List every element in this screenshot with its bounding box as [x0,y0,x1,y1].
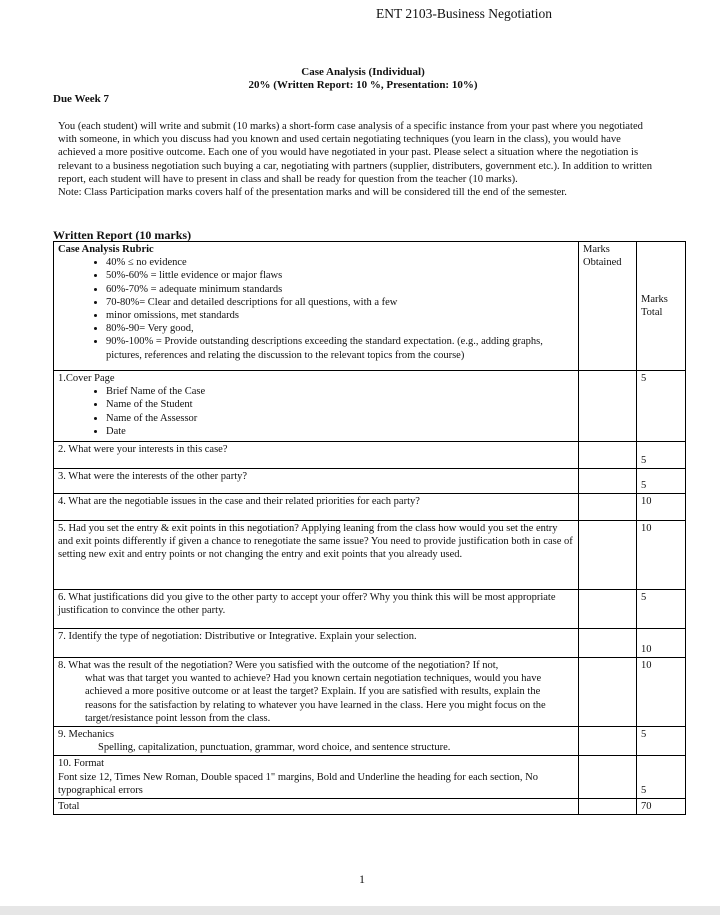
criterion-question: 8. What was the result of the negotiation? Were you satisfied with the outcome of the negotiation? If not, [58,660,499,671]
page-number: 1 [359,872,365,886]
criterion-label: 10. Format [58,758,105,770]
list-item: • 50%-60% = little evidence or major flaws [106,269,574,282]
marks-total-cell: 10 [637,521,686,590]
title-line-2: 20% (Written Report: 10 %, Presentation: 10%) [248,79,478,91]
marks-obtained-cell [579,727,637,756]
marks-obtained-cell [579,521,637,590]
criterion-detail: Spelling, capitalization, punctuation, grammar, word choice, and sentence structure. [98,742,451,754]
marks-obtained-cell [579,590,637,629]
rubric-heading: Case Analysis Rubric [58,244,154,255]
total-marks: 70 [637,799,686,815]
due-date: Due Week 7 [53,93,110,105]
rubric-cell [54,242,579,371]
table-row [54,756,686,799]
criterion-question-cont: what was that target you wanted to achieve? Had you known certain negotiation techniques, would you have achieved a more positive outcome or at least the target? Explain. If you are satisfied with results, explain the reasons for the satisfaction by relating to whatever you have learned in the class. Here you might focus on the target/resistance point lesson from the class. [85,673,546,724]
criterion-cell: 5. Had you set the entry & exit points in this negotiation? Applying leaning from the class how would you set the entry and exit points differently if given a chance to renegotiate the same issue? You need to provide justification both in case of setting new exit and entry points or not changing the entry and exit points that you already used. [54,521,579,590]
marks-total-cell: 5 [637,371,686,442]
marks-obtained-cell [579,756,637,799]
criterion-cell: 6. What justifications did you give to the other party to accept your offer? Why you think this will be most appropriate justification to convince the other party. [54,590,579,629]
table-row [54,658,686,727]
criterion-cell [54,756,579,799]
list-item: • Name of the Student [106,398,574,411]
list-item: • 80%-90= Very good, [106,322,574,335]
list-item: • 60%-70% = adequate minimum standards [106,283,574,296]
criterion-label: 9. Mechanics [58,729,114,741]
marks-total-header: Marks Total [637,242,686,371]
marks-obtained-cell [579,629,637,658]
criterion-cell: 2. What were your interests in this case? [54,442,579,469]
list-item: • Name of the Assessor [106,412,574,425]
list-item: • 40% ≤ no evidence [106,256,574,269]
title-line-1: Case Analysis (Individual) [301,66,425,78]
marks-total-cell: 10 [637,494,686,521]
list-item: • 70-80%= Clear and detailed descriptions for all questions, with a few [106,296,574,309]
criterion-cell: 3. What were the interests of the other party? [54,469,579,494]
marks-obtained-cell [579,442,637,469]
criterion-cell [54,658,579,727]
marks-obtained-cell [579,494,637,521]
marks-total-cell: 5 [637,469,686,494]
criterion-cell [54,371,579,442]
marks-total-cell: 5 [637,590,686,629]
marks-obtained-cell [579,799,637,815]
table-row [54,469,686,494]
criterion-cell [54,727,579,756]
course-header: ENT 2103-Business Negotiation [376,6,552,21]
marks-total-cell: 5 [637,727,686,756]
criterion-detail: Font size 12, Times New Roman, Double spaced 1" margins, Bold and Underline the heading for each section, No typographical errors [58,771,539,796]
list-item: • minor omissions, met standards [106,309,574,322]
intro-note: Note: Class Participation marks covers half of the presentation marks and will be considered till the end of the semester. [58,187,567,199]
table-row [54,521,686,590]
marks-obtained-cell [579,371,637,442]
list-item: • 90%-100% = Provide outstanding descriptions exceeding the standard expectation. (e.g., adding graphs, pictures, references and relating the discussion to the relevant topics from the course) [106,335,574,361]
table-row [54,442,686,469]
rubric-list [58,256,574,362]
marks-obtained-cell [579,658,637,727]
criterion-label: 1.Cover Page [58,373,115,384]
table-row [54,727,686,756]
intro-text: You (each student) will write and submit (10 marks) a short-form case analysis of a specific instance from your past where you negotiated with someone, in which you discuss had you known and used certain negotiating techniques (you learn in the class), you would have achieved a more positive outcome. Each one of you would have negotiated in your past. Please select a situation where the negotiation is relevant to a business negotiation such buying a car, negotiating with partners (supplier, distributers, government etc.). In addition to written report, each student will have to present in class and shall be ready for question from the teacher (10 marks). [58,121,653,185]
viewer-bottom-bar [0,906,720,915]
assignment-title [0,66,720,92]
total-label: Total [54,799,579,815]
table-row [54,494,686,521]
table-row [54,242,686,371]
section-title: Written Report (10 marks) [53,228,192,242]
criterion-cell: 4. What are the negotiable issues in the case and their related priorities for each party? [54,494,579,521]
intro-paragraph [58,120,658,199]
table-row [54,799,686,815]
marks-obtained-header: Marks Obtained [579,242,637,371]
criterion-cell: 7. Identify the type of negotiation: Distributive or Integrative. Explain your selection. [54,629,579,658]
list-item: • Brief Name of the Case [106,385,574,398]
table-row [54,371,686,442]
list-item: • Date [106,425,574,438]
cover-page-list [58,385,574,438]
marks-total-cell: 10 [637,658,686,727]
table-row [54,590,686,629]
marks-total-cell: 5 [637,442,686,469]
rubric-table [53,241,686,815]
marks-total-cell: 10 [637,629,686,658]
marks-obtained-cell [579,469,637,494]
marks-total-cell: 5 [637,756,686,799]
table-row [54,629,686,658]
